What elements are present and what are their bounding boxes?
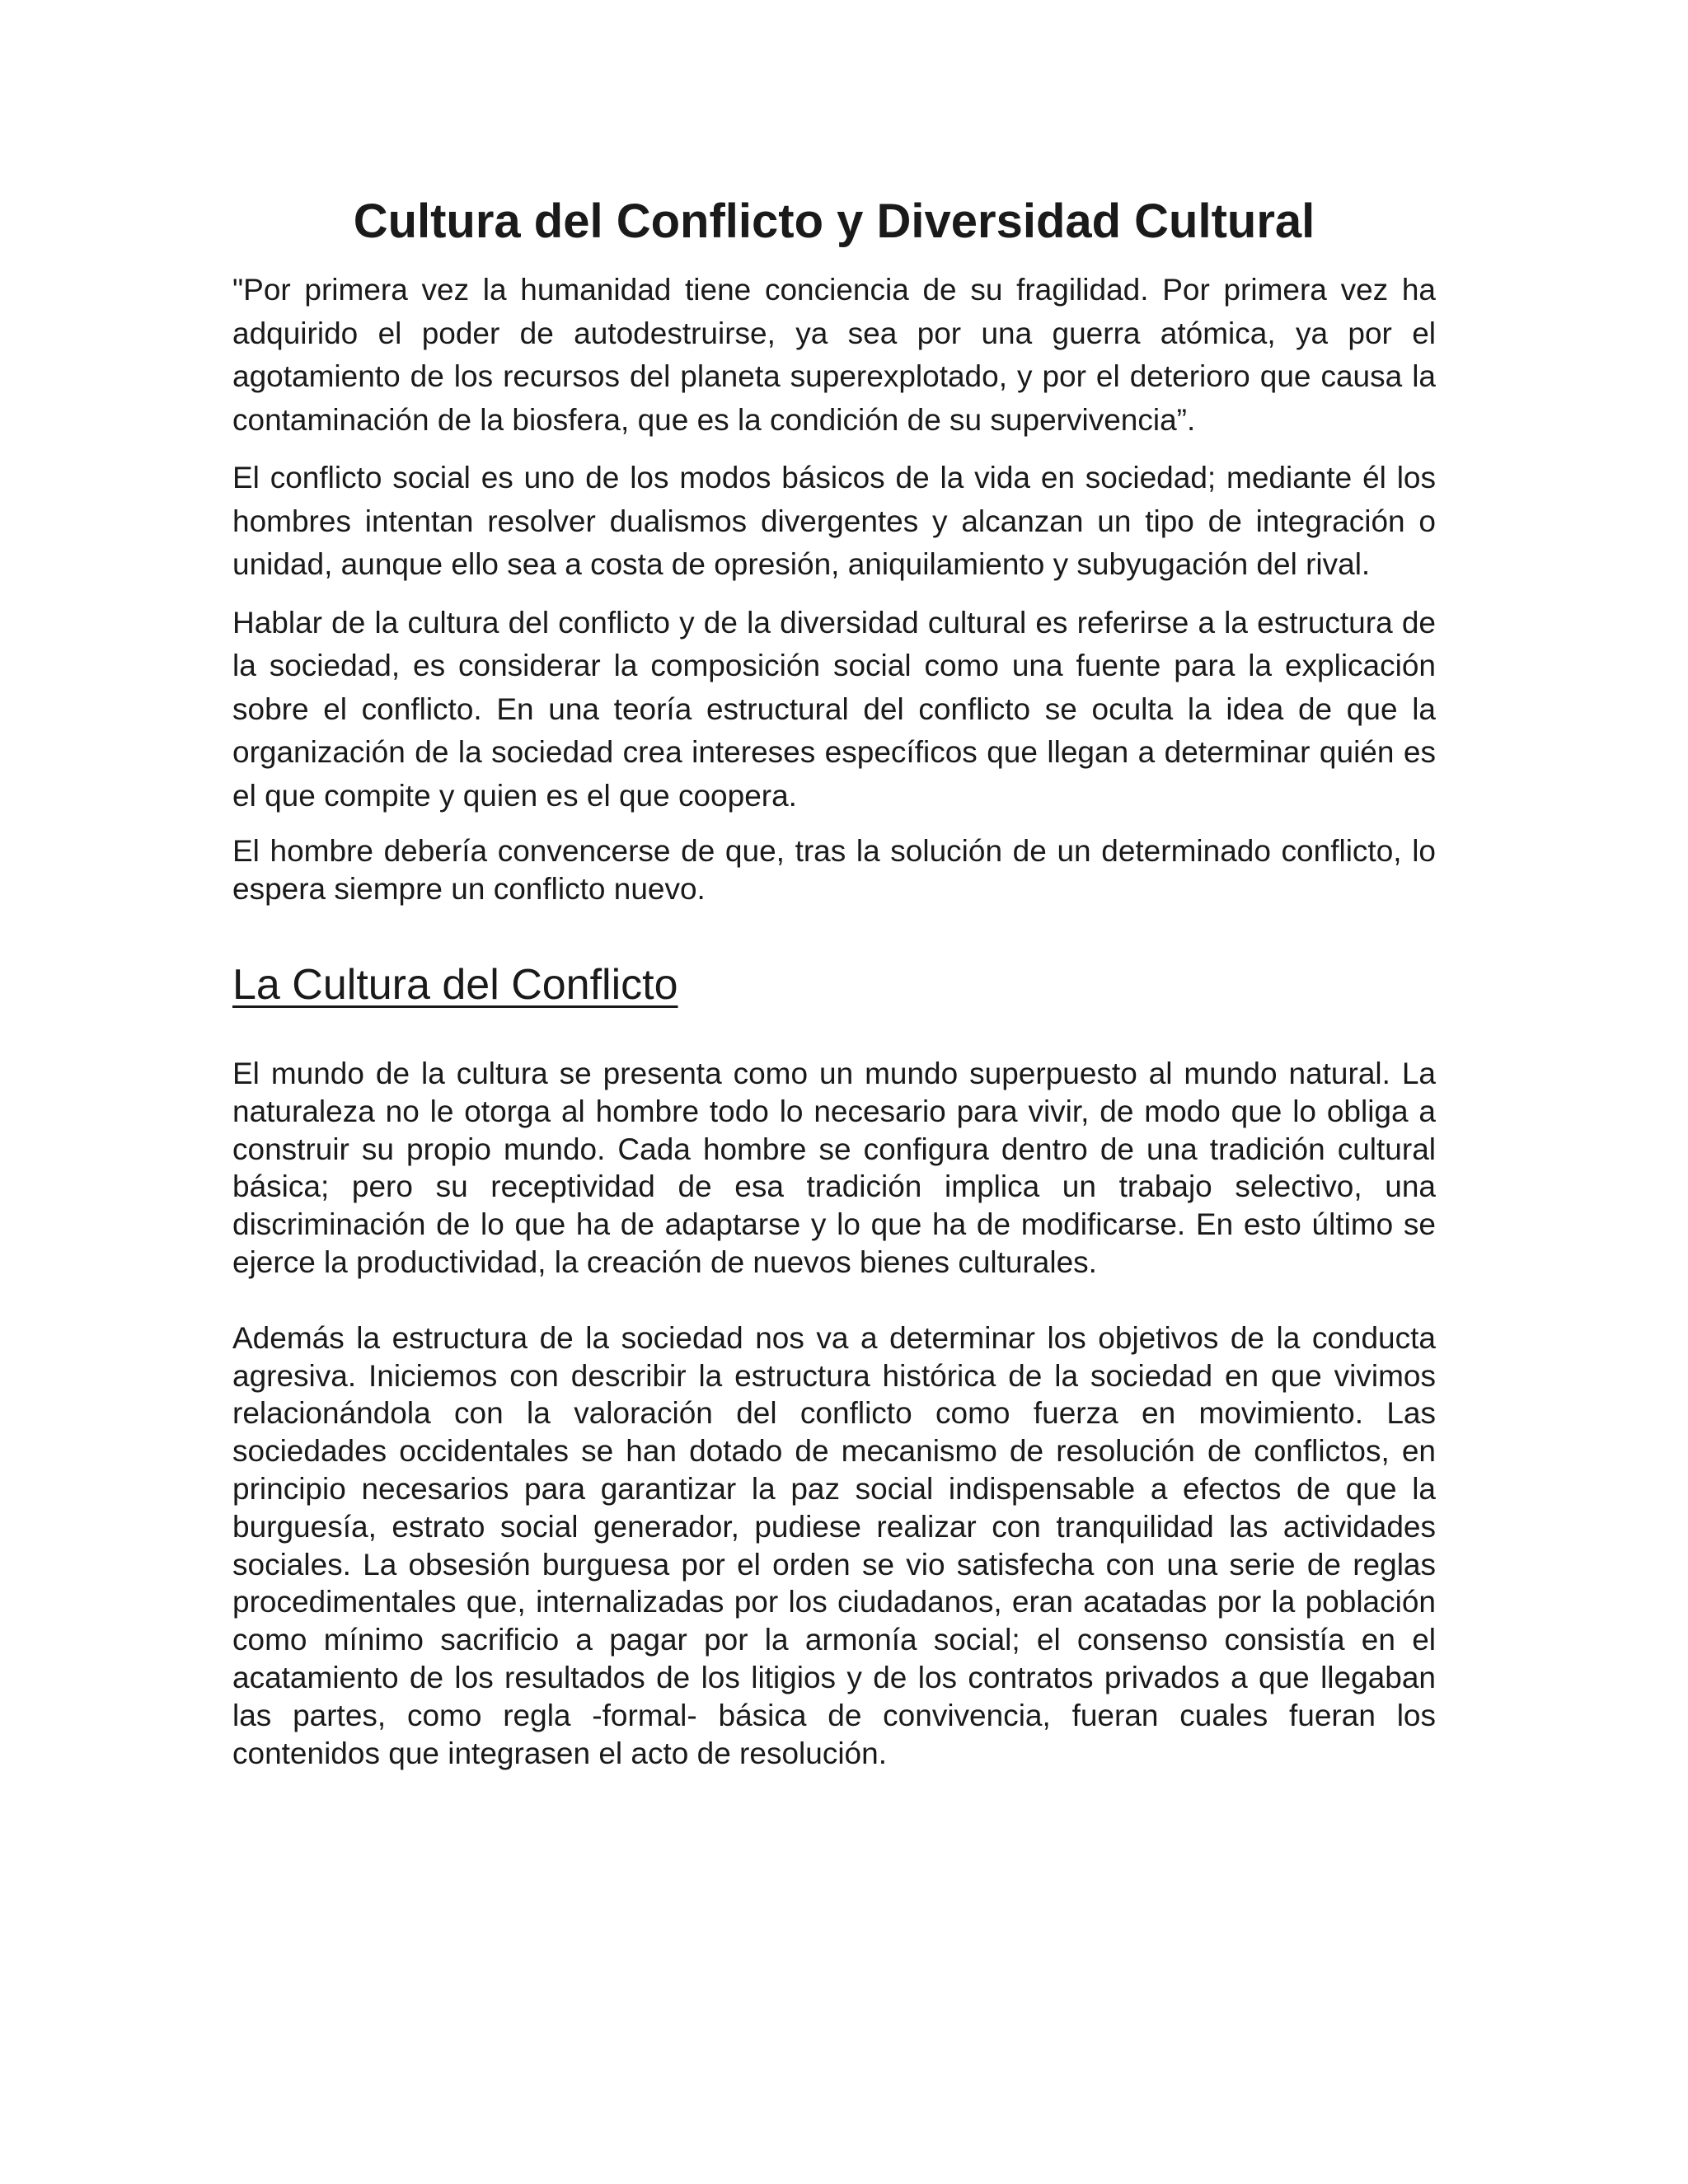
document-content — [232, 188, 1436, 1772]
section-heading: La Cultura del Conflicto — [232, 961, 678, 1009]
section-paragraph-society-structure: Además la estructura de la sociedad nos va a determinar los objetivos de la conducta agresiva. Iniciemos con describir la estructura histórica de la sociedad en que vivimos relacionándola con la valoración del conflicto como fuerza en movimiento. Las sociedades occidentales se han dotado de mecanismo de resolución de conflictos, en principio necesarios para garantizar la paz social indispensable a efectos de que la burguesía, estrato social generador, pudiese realizar con tranquilidad las actividades sociales. La obsesión burguesa por el orden se vio satisfecha con una serie de reglas procedimentales que, internalizadas por los ciudadanos, eran acatadas por la población como mínimo sacrificio a pagar por la armonía social; el consenso consistía en el acatamiento de los resultados de los litigios y de los contratos privados a que llegaban las partes, como regla -formal- básica de convivencia, fueran cuales fueran los contenidos que integrasen el acto de resolución. — [232, 1320, 1436, 1770]
section-paragraph-culture-world: El mundo de la cultura se presenta como un mundo superpuesto al mundo natural. La naturaleza no le otorga al hombre todo lo necesario para vivir, de modo que lo obliga a construir su propio mundo. Cada hombre se configura dentro de una tradición cultural básica; pero su receptividad de esa tradición implica un trabajo selectivo, una discriminación de lo que ha de adaptarse y lo que ha de modificarse. En esto último se ejerce la productividad, la creación de nuevos bienes culturales. — [232, 1057, 1436, 1279]
intro-paragraph-structure: Hablar de la cultura del conflicto y de la diversidad cultural es referirse a la estructura de la sociedad, es considerar la composición social como una fuente para la explicación sobre el conflicto. En una teoría estructural del conflicto se oculta la idea de que la organización de la sociedad crea intereses específicos que llegan a determinar quién es el que compite y quien es el que coopera. — [232, 605, 1436, 813]
intro-paragraph-social-conflict: El conflicto social es uno de los modos básicos de la vida en sociedad; mediante él los hombres intentan resolver dualismos divergentes y alcanzan un tipo de integración o unidad, aunque ello sea a costa de opresión, aniquilamiento y subyugación del rival. — [232, 461, 1436, 581]
intro-paragraph-new-conflict: El hombre debería convencerse de que, tras la solución de un determinado conflicto, lo espera siempre un conflicto nuevo. — [232, 834, 1436, 906]
intro-paragraph-quote: "Por primera vez la humanidad tiene conciencia de su fragilidad. Por primera vez ha adquirido el poder de autodestruirse, ya sea por una guerra atómica, ya por el agotamiento de los recursos del planeta superexplotado, y por el deterioro que causa la contaminación de la biosfera, que es la condición de su supervivencia”. — [232, 273, 1436, 437]
document-title: Cultura del Conflicto y Diversidad Cultural — [353, 194, 1315, 248]
